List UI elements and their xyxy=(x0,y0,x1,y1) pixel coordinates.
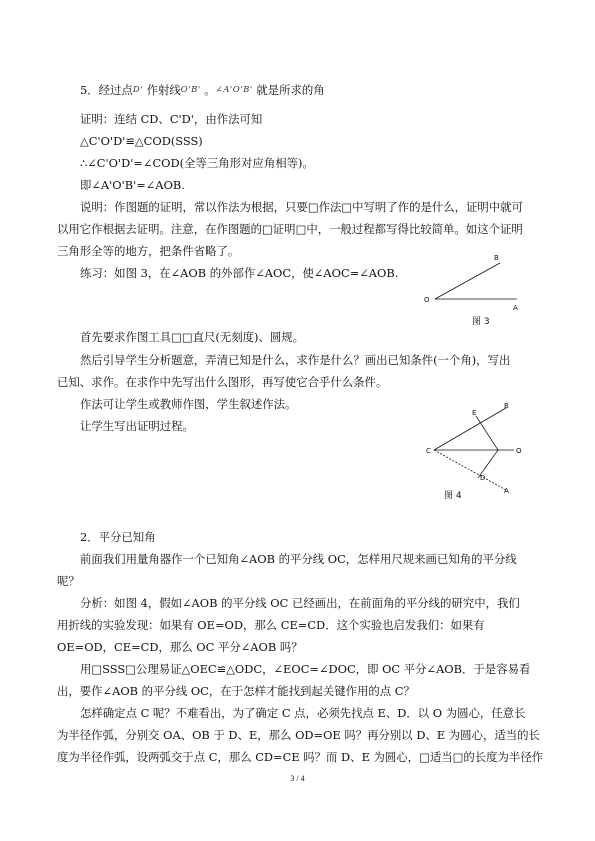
fig4-caption: 图 4 xyxy=(444,491,462,501)
section2-line-5: OE=OD，CE=CD，那么 OC 平分∠AOB 吗？ xyxy=(57,640,303,654)
figure-4 xyxy=(420,398,530,502)
fig3-label-a: A xyxy=(513,304,518,312)
fig4-label-o: O xyxy=(516,447,522,455)
teaching-line-3: 已知、求作。在求作中先写出什么图形，再写使它合乎什么条件。 xyxy=(57,375,388,389)
fig3-label-o: O xyxy=(424,296,430,304)
teaching-line-1: 首先要求作图工具□□直尺(无刻度)、圆规。 xyxy=(80,330,305,344)
step5-line xyxy=(80,83,325,98)
section2-line-4: 用折线的实验发现：如果有 OE=OD，那么 CE=CD．这个实验也启发我们：如果有 xyxy=(57,618,485,632)
step5-suffix: 就是所求的角 xyxy=(252,83,325,97)
explanation-line-1: 说明：作图题的证明，常以作法为根据，只要□作法□中写明了作的是什么，证明中就可 xyxy=(80,200,523,214)
proof-line-3: ∴∠C'O'D'=∠COD(全等三角形对应角相等)。 xyxy=(80,156,314,170)
exercise-line: 练习：如图 3，在∠AOB 的外部作∠AOC，使∠AOC=∠AOB. xyxy=(80,266,399,280)
section2-line-8: 怎样确定点 C 呢？不难看出，为了确定 C 点，必须先找点 E、D．以 O 为圆心，任意长 xyxy=(80,706,526,720)
explanation-line-2: 以用它作根据去证明。注意，在作图题的□证明□中，一般过程都写得比较简单。如这个证明 xyxy=(57,222,523,236)
ray-cb xyxy=(434,408,506,450)
section2-line-7: 出，要作∠AOB 的平分线 OC，在于怎样才能找到起关键作用的点 C？ xyxy=(57,684,415,698)
teaching-line-2: 然后引导学生分析题意，弄清已知是什么，求作是什么？画出已知条件(一个角)，写出 xyxy=(80,353,511,367)
section2-line-1: 前面我们用量角器作一个已知角∠AOB 的平分线 OC，怎样用尺规来画已知角的平分线 xyxy=(80,552,517,566)
teaching-line-5: 让学生写出证明过程。 xyxy=(80,419,194,433)
proof-line-1: 证明：连结 CD、C'D'，由作法可知 xyxy=(80,112,263,126)
section2-line-6: 用□SSS□公理易证△OEC≌△ODC，∠EOC=∠DOC，即 OC 平分∠AOB．于是容易看 xyxy=(80,662,531,676)
section2-line-9: 为半径作弧，分别交 OA、OB 于 D、E，那么 OD=OE 吗？再分别以 D、E 为圆心，适当的长 xyxy=(57,728,540,742)
fig4-label-e: E xyxy=(472,409,477,417)
proof-line-4: 即∠A'O'B'=∠AOB. xyxy=(80,178,185,192)
page-number: 3 / 4 xyxy=(290,774,305,783)
step5-middle: 作射线 xyxy=(142,83,181,97)
explanation-line-3: 三角形全等的地方，把条件省略了。 xyxy=(57,244,240,258)
fig3-label-b: B xyxy=(494,254,499,262)
step5-ray: O'B' xyxy=(180,85,201,95)
step5-angle: ∠A'O'B' xyxy=(215,85,253,95)
proof-line-2: △C'O'D'≌△COD(SSS) xyxy=(80,134,203,148)
teaching-line-4: 作法可让学生或教师作图，学生叙述作法。 xyxy=(80,397,297,411)
fig4-label-c: C xyxy=(426,447,431,455)
figure-3 xyxy=(420,252,530,332)
ray-ca xyxy=(434,450,506,490)
step5-sep: 。 xyxy=(200,83,216,97)
section2-heading: 2．平分已知角 xyxy=(80,530,156,544)
step5-prefix: 5．经过点 xyxy=(80,83,133,97)
fig4-label-b: B xyxy=(504,402,509,410)
step5-point: D' xyxy=(132,85,143,95)
section2-line-10: 度为半径作弧，设两弧交于点 C，那么 CD=CE 吗？而 D、E 为圆心，□适当□的长度为半径作 xyxy=(57,750,544,764)
section2-line-2: 呢？ xyxy=(57,574,80,588)
fig4-label-d: D xyxy=(480,474,486,482)
ray-ob xyxy=(435,263,500,299)
segment-ed xyxy=(476,416,498,450)
section2-line-3: 分析：如图 4，假如∠AOB 的平分线 OC 已经画出，在前面角的平分线的研究中，我们 xyxy=(80,596,520,610)
fig4-label-a: A xyxy=(504,487,509,495)
fig3-caption: 图 3 xyxy=(472,317,490,327)
